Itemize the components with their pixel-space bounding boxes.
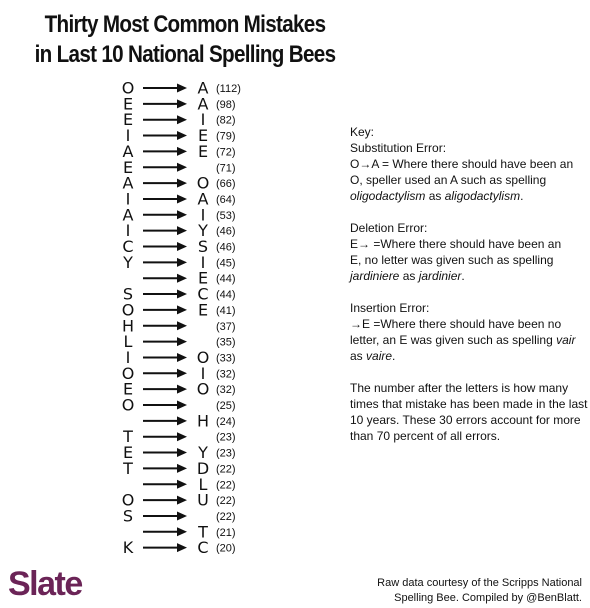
- given-letter: O: [196, 173, 210, 193]
- arrow-head-icon: [177, 226, 187, 235]
- arrow-head-icon: [177, 369, 187, 378]
- given-letter: S: [197, 237, 209, 256]
- substitution-title: Substitution Error:: [350, 141, 447, 155]
- credit-line-2: Spelling Bee. Compiled by @BenBlatt.: [394, 592, 582, 604]
- mistake-row: [126, 189, 236, 208]
- arrow-head-icon: [177, 480, 187, 489]
- mistake-row: [123, 94, 236, 113]
- given-letter: Y: [198, 443, 208, 463]
- arrow-head-icon: [177, 147, 187, 156]
- given-letter: O: [196, 379, 210, 399]
- substitution-example-b: aligodactylism: [444, 189, 521, 203]
- mistake-row: [122, 396, 236, 415]
- key-panel: [350, 124, 588, 460]
- title-line-2: in Last 10 National Spelling Bees: [34, 41, 336, 68]
- arrow-head-icon: [177, 274, 187, 283]
- mistake-count-label: (32): [216, 368, 236, 381]
- mistake-row: [123, 142, 236, 161]
- correct-letter: A: [122, 173, 134, 193]
- arrow-head-icon: [177, 496, 187, 505]
- mistake-row: [122, 237, 235, 256]
- mistake-row: [123, 443, 236, 462]
- mistake-count-label: (23): [216, 447, 236, 460]
- mistake-count-label: (98): [216, 98, 236, 111]
- substitution-line-1: O→A = Where there should have been an: [350, 157, 574, 171]
- correct-letter: E: [122, 110, 134, 130]
- correct-letter: E: [122, 94, 134, 114]
- given-letter: A: [197, 94, 209, 114]
- correct-letter: E: [122, 157, 134, 177]
- mistake-row: [126, 126, 236, 145]
- mistake-count-label: (45): [216, 257, 236, 270]
- mistake-count-label: (64): [216, 193, 236, 206]
- arrow-head-icon: [177, 511, 187, 520]
- correct-letter: O: [121, 300, 135, 320]
- arrow-head-icon: [177, 321, 187, 330]
- mistake-count-label: (44): [216, 273, 236, 286]
- mistake-row: [123, 506, 236, 525]
- mistake-row: [123, 538, 236, 557]
- correct-letter: O: [121, 490, 135, 510]
- arrow-head-icon: [177, 432, 187, 441]
- correct-letter: E: [122, 379, 134, 399]
- given-letter: I: [200, 363, 206, 383]
- correct-letter: Y: [123, 252, 133, 272]
- mistake-count-label: (112): [216, 83, 241, 95]
- arrow-head-icon: [177, 99, 187, 108]
- arrow-head-icon: [177, 527, 187, 536]
- given-letter: A: [197, 189, 209, 209]
- mistake-row: [122, 427, 235, 446]
- substitution-example-a: oligodactylism: [350, 189, 426, 203]
- deletion-line-2: E, no letter was given such as spelling: [350, 253, 554, 267]
- arrow-head-icon: [177, 194, 187, 203]
- arrow-head-icon: [177, 258, 187, 267]
- substitution-as: as: [425, 189, 445, 203]
- mistake-row: [123, 285, 236, 304]
- insertion-line-2-text: letter, an E was given such as spelling: [350, 333, 557, 347]
- arrow-head-icon: [177, 464, 187, 473]
- mistake-count-label: (53): [216, 209, 236, 222]
- arrow-head-icon: [177, 131, 187, 140]
- slate-logo: Slate: [8, 565, 82, 603]
- mistake-row: [143, 411, 236, 430]
- deletion-as: as: [399, 269, 419, 283]
- correct-letter: O: [121, 363, 135, 383]
- mistake-count-label: (35): [216, 336, 236, 349]
- arrow-head-icon: [177, 385, 187, 394]
- key-note: The number after the letters is how many times that mistake has been made in the last 10 years. These 30 errors account for more than 70 percent of all errors.: [350, 381, 588, 443]
- insertion-end: .: [392, 349, 396, 363]
- deletion-example-a: jardiniere: [350, 269, 400, 283]
- mistake-count-label: (72): [216, 146, 236, 159]
- mistake-count-label: (32): [216, 384, 236, 397]
- mistake-count-label: (41): [216, 304, 236, 317]
- deletion-example-b: jardinier: [418, 269, 462, 283]
- mistake-row: [126, 221, 236, 240]
- given-letter: C: [197, 538, 209, 558]
- given-letter: H: [196, 411, 210, 431]
- mistake-count-label: (22): [216, 510, 236, 523]
- correct-letter: L: [123, 332, 133, 352]
- correct-letter: I: [125, 347, 131, 367]
- mistake-row: [122, 253, 235, 272]
- given-letter: U: [197, 490, 209, 510]
- deletion-line-1: E→ =Where there should have been an: [350, 237, 562, 251]
- key-substitution: [350, 124, 588, 204]
- mistake-row: [143, 522, 236, 541]
- mistake-row: [123, 205, 236, 224]
- given-letter: T: [198, 522, 208, 542]
- mistake-row: [123, 158, 236, 177]
- insertion-title: Insertion Error:: [350, 301, 430, 315]
- correct-letter: E: [122, 443, 134, 463]
- given-letter: E: [197, 268, 209, 288]
- arrow-head-icon: [177, 353, 187, 362]
- given-letter: L: [198, 474, 208, 494]
- mistake-count-label: (82): [216, 114, 236, 127]
- mistake-row: [123, 380, 236, 399]
- given-letter: D: [196, 458, 210, 478]
- arrow-head-icon: [177, 84, 187, 93]
- mistake-count-label: (44): [216, 289, 236, 302]
- insertion-as: as: [350, 349, 367, 363]
- mistake-row: [122, 316, 236, 335]
- mistake-row: [122, 491, 236, 510]
- mistake-count-label: (22): [216, 463, 236, 476]
- deletion-example: [350, 268, 588, 284]
- mistake-row: [124, 332, 236, 351]
- substitution-example: [350, 188, 588, 204]
- credit: [377, 576, 582, 606]
- correct-letter: K: [122, 538, 134, 558]
- mistake-row: [122, 300, 236, 319]
- key-deletion: [350, 220, 588, 284]
- mistake-count-label: (71): [216, 162, 236, 175]
- given-letter: E: [197, 126, 209, 146]
- given-letter: E: [197, 300, 209, 320]
- insertion-example: [350, 348, 588, 364]
- arrow-head-icon: [177, 210, 187, 219]
- correct-letter: I: [125, 126, 131, 146]
- correct-letter: O: [121, 78, 135, 98]
- correct-letter: C: [122, 237, 134, 256]
- arrow-head-icon: [177, 543, 187, 552]
- arrow-head-icon: [177, 305, 187, 314]
- arrow-head-icon: [177, 179, 187, 188]
- substitution-line-2: O, speller used an A such as spelling: [350, 173, 547, 187]
- mistake-row: [123, 174, 236, 193]
- correct-letter: I: [125, 189, 131, 209]
- mistake-row: [143, 269, 236, 288]
- correct-letter: A: [122, 205, 134, 225]
- deletion-end: .: [461, 269, 465, 283]
- arrow-head-icon: [177, 115, 187, 124]
- mistake-row: [126, 348, 236, 367]
- mistake-count-label: (33): [216, 352, 236, 365]
- mistake-count-label: (22): [216, 495, 236, 508]
- arrow-head-icon: [177, 242, 187, 251]
- mistake-count-label: (24): [216, 415, 236, 428]
- mistake-count-label: (46): [216, 241, 236, 254]
- given-letter: E: [197, 141, 209, 161]
- given-letter: Y: [198, 221, 208, 241]
- correct-letter: S: [122, 284, 134, 304]
- given-letter: I: [200, 110, 206, 130]
- correct-letter: A: [122, 141, 134, 161]
- insertion-line-1: →E =Where there should have been no: [350, 317, 562, 331]
- mistake-count-label: (66): [216, 178, 236, 191]
- given-letter: I: [200, 205, 206, 225]
- mistake-count-label: (25): [216, 400, 236, 412]
- arrow-head-icon: [177, 163, 187, 172]
- given-letter: I: [200, 252, 206, 272]
- mistake-row: [122, 364, 236, 383]
- mistake-row: [143, 475, 236, 494]
- correct-letter: H: [121, 316, 135, 336]
- key-heading: Key:: [350, 125, 375, 139]
- correct-letter: I: [125, 221, 131, 241]
- given-letter: A: [197, 78, 209, 98]
- given-letter: O: [196, 347, 210, 367]
- credit-line-1: Raw data courtesy of the Scripps National: [377, 577, 582, 589]
- key-insertion: [350, 300, 588, 364]
- insertion-example-a: vair: [556, 333, 576, 347]
- mistake-count-label: (22): [216, 479, 236, 492]
- mistake-row: [122, 79, 241, 98]
- insertion-line-2: [350, 332, 588, 348]
- arrow-head-icon: [177, 448, 187, 457]
- mistake-row: [122, 459, 235, 478]
- mistake-count-label: (46): [216, 225, 236, 238]
- arrow-head-icon: [177, 416, 187, 425]
- mistake-count-label: (23): [216, 431, 236, 444]
- arrow-head-icon: [177, 401, 187, 410]
- correct-letter: S: [122, 506, 134, 526]
- correct-letter: O: [121, 395, 135, 415]
- mistake-count-label: (20): [216, 542, 236, 555]
- insertion-example-b: vaire: [366, 349, 393, 363]
- arrow-head-icon: [177, 290, 187, 299]
- deletion-title: Deletion Error:: [350, 221, 428, 235]
- correct-letter: T: [123, 458, 133, 478]
- arrow-head-icon: [177, 337, 187, 346]
- correct-letter: T: [123, 427, 133, 447]
- mistake-count-label: (21): [216, 526, 236, 539]
- title-line-1: Thirty Most Common Mistakes: [44, 11, 326, 38]
- mistake-count-label: (79): [216, 130, 236, 143]
- substitution-end: .: [520, 189, 524, 203]
- mistake-row: [123, 110, 236, 129]
- mistake-count-label: (37): [216, 320, 236, 333]
- given-letter: C: [197, 284, 209, 304]
